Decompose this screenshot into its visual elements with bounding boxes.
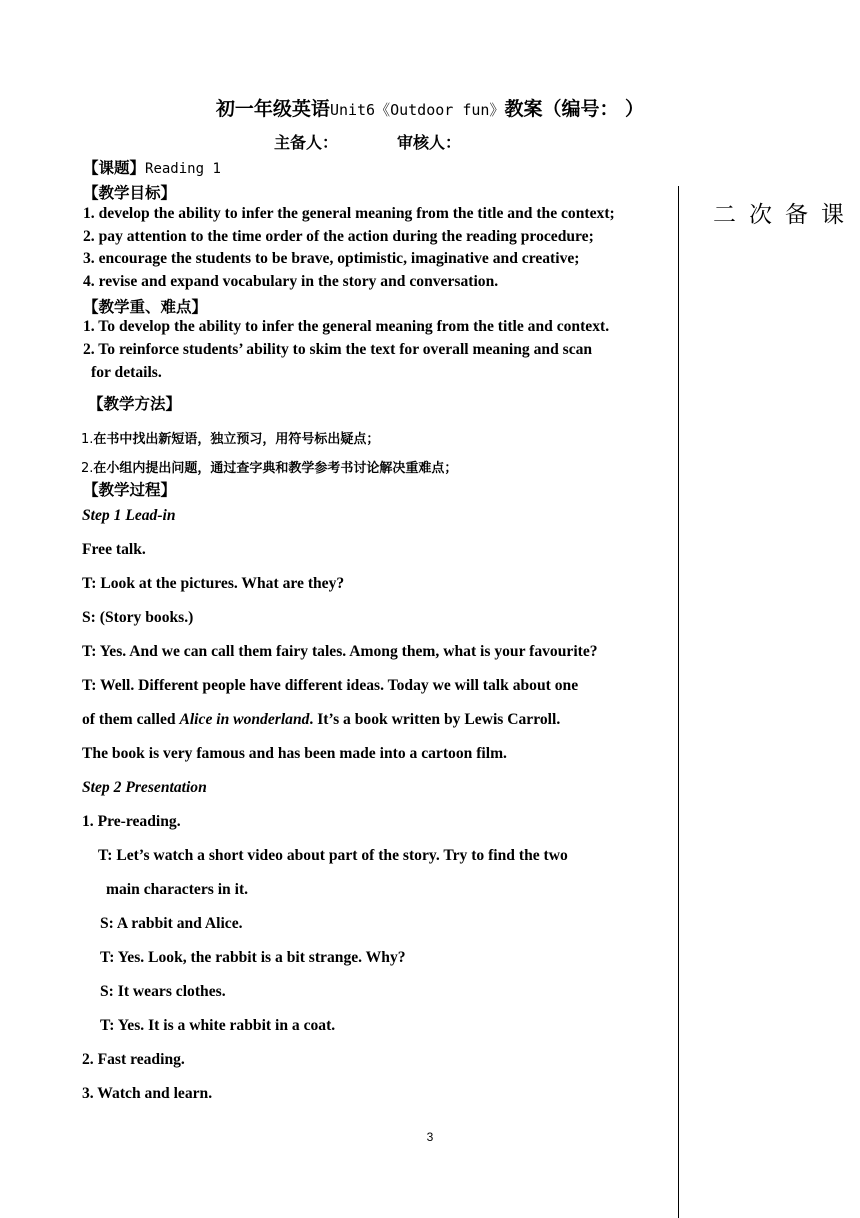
- fast-reading-label: 2. Fast reading.: [82, 1051, 185, 1068]
- dialog-line: main characters in it.: [106, 881, 249, 898]
- process-line: of them called Alice in wonderland. It’s a book written by Lewis Carroll.: [82, 711, 561, 728]
- objective-item: 2. pay attention to the time order of the action during the reading procedure;: [83, 228, 594, 245]
- book-title: Alice in wonderland: [179, 711, 310, 728]
- dialog-line: T: Yes. It is a white rabbit in a coat.: [100, 1017, 336, 1034]
- process-line: Free talk.: [82, 541, 146, 558]
- preparer-label: 主备人：: [274, 133, 339, 152]
- objective-item: 1. develop the ability to infer the general meaning from the title and the context;: [83, 205, 615, 222]
- key-point-item: 2. To reinforce students’ ability to skim the text for overall meaning and scan: [83, 341, 593, 358]
- process-line: T: Well. Different people have different ideas. Today we will talk about one: [82, 677, 579, 694]
- document-title: 初一年级英语Unit6《Outdoor fun》教案（编号： ）: [215, 98, 645, 120]
- page-number: 3: [426, 1130, 434, 1144]
- process-heading: 【教学过程】: [83, 481, 177, 499]
- process-line: S: (Story books.): [82, 609, 194, 626]
- pre-reading-label: 1. Pre-reading.: [82, 813, 181, 830]
- dialog-line: S: It wears clothes.: [100, 983, 226, 1000]
- objective-item: 3. encourage the students to be brave, optimistic, imaginative and creative;: [83, 250, 580, 267]
- objective-item: 4. revise and expand vocabulary in the story and conversation.: [83, 273, 499, 290]
- dialog-line: T: Let’s watch a short video about part of the story. Try to find the two: [98, 847, 568, 864]
- step1-heading: Step 1 Lead-in: [82, 507, 176, 524]
- key-point-item: 1. To develop the ability to infer the general meaning from the title and context.: [83, 318, 610, 335]
- process-line: The book is very famous and has been made into a cartoon film.: [82, 745, 507, 762]
- step2-heading: Step 2 Presentation: [82, 779, 207, 796]
- reviewer-label: 审核人：: [397, 133, 462, 152]
- dialog-line: T: Yes. Look, the rabbit is a bit strange. Why?: [100, 949, 406, 966]
- topic-line: 【课题】Reading 1: [83, 159, 221, 177]
- side-column-heading: 二次备课: [713, 202, 857, 228]
- dialog-line: S: A rabbit and Alice.: [100, 915, 243, 932]
- methods-heading: 【教学方法】: [88, 395, 182, 413]
- watch-learn-label: 3. Watch and learn.: [82, 1085, 213, 1102]
- column-divider: [678, 186, 679, 1218]
- method-item: 1.在书中找出新短语，独立预习，用符号标出疑点；: [81, 432, 380, 447]
- method-item: 2.在小组内提出问题，通过查字典和教学参考书讨论解决重难点；: [81, 461, 458, 476]
- key-points-heading: 【教学重、难点】: [83, 298, 208, 316]
- objectives-heading: 【教学目标】: [83, 184, 177, 202]
- process-line: T: Yes. And we can call them fairy tales. Among them, what is your favourite?: [82, 643, 598, 660]
- key-point-item-cont: for details.: [91, 364, 162, 381]
- process-line: T: Look at the pictures. What are they?: [82, 575, 345, 592]
